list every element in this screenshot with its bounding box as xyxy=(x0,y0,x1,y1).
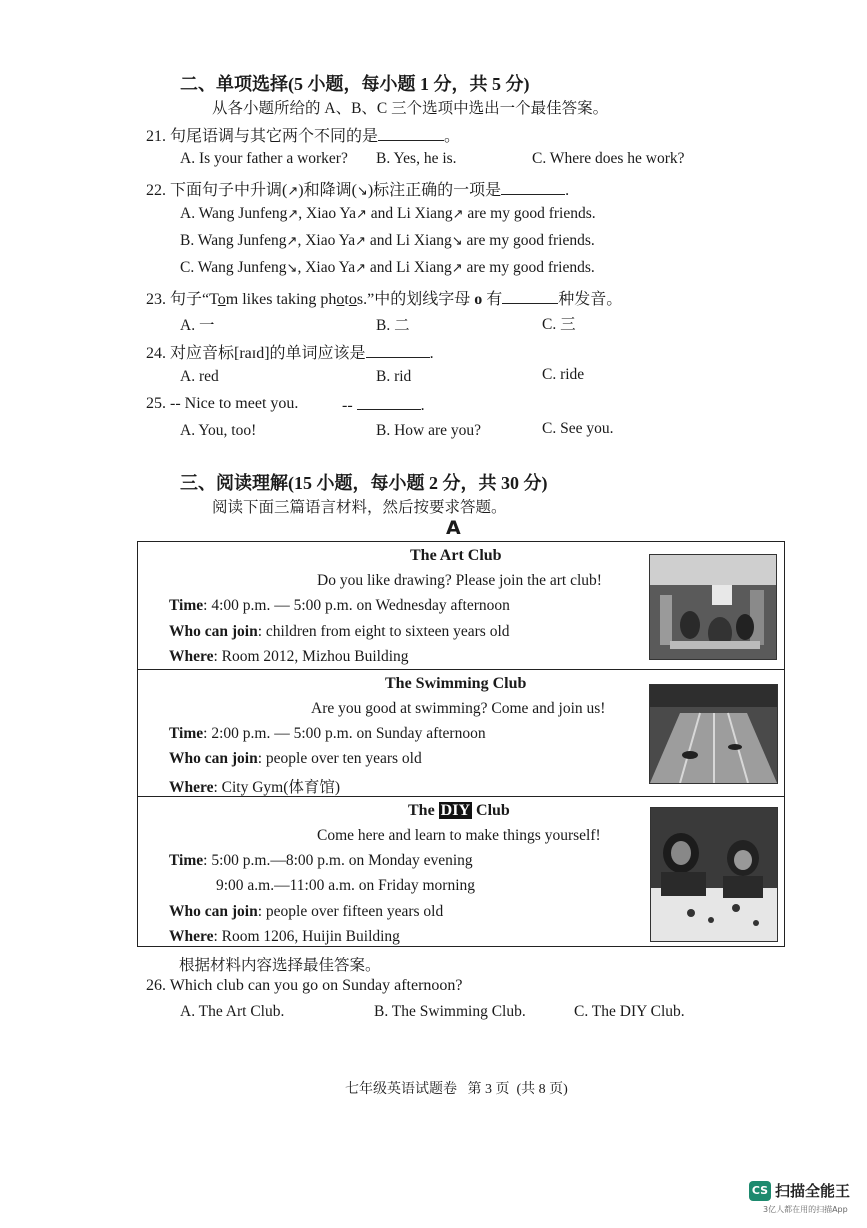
club-who xyxy=(169,623,510,641)
stem-part: 有 xyxy=(482,291,503,308)
title-part: Club xyxy=(472,802,510,819)
question-21-stem xyxy=(146,123,460,146)
swimming-pool-photo xyxy=(649,684,778,784)
q23-option-a: A. 一 xyxy=(180,317,215,334)
art-club-panel xyxy=(138,542,784,669)
field-value: : City Gym(体育馆) xyxy=(213,779,341,796)
q26-option-a: A. The Art Club. xyxy=(180,1003,285,1020)
q22-option-b xyxy=(180,232,595,250)
section-3-instruction: 阅读下面三篇语言材料，然后按要求答题。 xyxy=(212,499,507,516)
stem-part: )和降调( xyxy=(298,182,357,199)
q22-option-c xyxy=(180,259,595,277)
club-where xyxy=(169,775,340,797)
intonation-arrow-icon: ↗ xyxy=(452,207,464,222)
answer-blank xyxy=(378,126,444,141)
section-3-title: 三、阅读理解(15 小题，每小题 2 分，共 30 分) xyxy=(180,473,548,493)
club-time xyxy=(169,597,510,615)
field-label: Time xyxy=(169,597,204,614)
diy-workshop-photo xyxy=(650,807,778,942)
stem-end: . xyxy=(565,182,570,199)
watermark-app-name: 扫描全能王 xyxy=(775,1182,851,1200)
field-label: Time xyxy=(169,725,204,742)
swimming-club-panel xyxy=(138,669,784,796)
field-label: Who can join xyxy=(169,903,258,920)
stem-end: 种发音。 xyxy=(558,291,623,308)
stem-part: s.”中的划线字母 xyxy=(356,291,475,308)
bold-letter: o xyxy=(474,291,483,308)
underlined-letter: o xyxy=(217,291,226,308)
intonation-arrow-icon: ↘ xyxy=(451,234,463,249)
intonation-arrow-icon: ↗ xyxy=(355,261,367,276)
art-class-photo-drawing xyxy=(650,555,776,659)
falling-arrow-icon: ↘ xyxy=(356,184,368,199)
question-text: 21. 句尾语调与其它两个不同的是 xyxy=(146,128,379,145)
field-value: : 2:00 p.m. — 5:00 p.m. on Sunday afternoon xyxy=(203,725,486,742)
field-value: : Room 1206, Huijin Building xyxy=(213,928,400,945)
intonation-arrow-icon: ↘ xyxy=(286,261,298,276)
club-title xyxy=(408,802,510,820)
field-value: : 4:00 p.m. — 5:00 p.m. on Wednesday afternoon xyxy=(203,597,510,614)
option-text: , Xiao Ya xyxy=(298,205,356,222)
question-23-stem xyxy=(146,286,622,309)
diy-workshop-photo-drawing xyxy=(651,808,777,941)
q24-option-c: C. ride xyxy=(542,366,585,383)
field-label: Who can join xyxy=(169,623,258,640)
option-text: and Li Xiang xyxy=(366,232,452,249)
club-slogan: Come here and learn to make things yourself! xyxy=(317,827,601,844)
club-who xyxy=(169,903,443,921)
scanner-watermark xyxy=(749,1178,857,1222)
q21-option-c: C. Where does he work? xyxy=(532,150,685,167)
club-slogan: Do you like drawing? Please join the art club! xyxy=(317,572,602,589)
option-text: and Li Xiang xyxy=(366,259,452,276)
rising-arrow-icon: ↗ xyxy=(287,184,299,199)
q21-option-b: B. Yes, he is. xyxy=(376,150,457,167)
q23-option-c: C. 三 xyxy=(542,316,576,333)
field-value: : people over fifteen years old xyxy=(257,903,444,920)
reading-instruction: 根据材料内容选择最佳答案。 xyxy=(179,957,381,974)
passage-label: A xyxy=(446,517,461,539)
q25-option-a: A. You, too! xyxy=(180,422,257,439)
question-22-stem xyxy=(146,177,569,200)
club-time xyxy=(169,852,473,870)
stem-part: t xyxy=(344,291,349,308)
intonation-arrow-icon: ↗ xyxy=(355,234,367,249)
q24-option-b: B. rid xyxy=(376,368,412,385)
stem-part: 22. 下面句子中升调( xyxy=(146,182,288,199)
question-25-stem: 25. -- Nice to meet you. xyxy=(146,395,299,412)
diy-highlight: DIY xyxy=(440,802,471,819)
q24-option-a: A. red xyxy=(180,368,219,385)
option-text: C. Wang Junfeng xyxy=(180,259,287,276)
stem-part: 的单词应该是 xyxy=(269,345,366,362)
option-text: are my good friends. xyxy=(463,205,596,222)
watermark-tagline: 3亿人都在用的扫描App xyxy=(763,1205,848,1214)
field-value: : 5:00 p.m.—8:00 p.m. on Monday evening xyxy=(203,852,473,869)
intonation-arrow-icon: ↗ xyxy=(356,207,367,222)
option-text: , Xiao Ya xyxy=(297,232,356,249)
q26-option-c: C. The DIY Club. xyxy=(574,1003,685,1020)
club-time-2: 9:00 a.m.—11:00 a.m. on Friday morning xyxy=(216,877,476,894)
option-text: are my good friends. xyxy=(462,259,595,276)
section-2-instruction: 从各小题所给的 A、B、C 三个选项中选出一个最佳答案。 xyxy=(212,100,609,117)
answer-blank xyxy=(502,289,558,304)
question-25-reply xyxy=(342,395,425,415)
q25-option-c: C. See you. xyxy=(542,420,614,437)
option-text: and Li Xiang xyxy=(366,205,453,222)
stem-end: . xyxy=(420,397,425,414)
question-26-stem: 26. Which club can you go on Sunday afternoon? xyxy=(146,977,463,994)
stem-end: 。 xyxy=(444,128,461,145)
answer-blank xyxy=(357,395,421,410)
intonation-arrow-icon: ↗ xyxy=(287,207,299,222)
club-who xyxy=(169,750,422,768)
field-label: Where xyxy=(169,928,214,945)
underlined-letter: o xyxy=(348,291,357,308)
title-part: The xyxy=(408,802,439,819)
swimming-pool-photo-drawing xyxy=(650,685,777,783)
club-where xyxy=(169,928,400,946)
club-where xyxy=(169,648,409,666)
field-label: Where xyxy=(169,779,214,796)
stem-part: m likes taking ph xyxy=(225,291,337,308)
stem-part: 24. 对应音标 xyxy=(146,345,235,362)
field-value: : children from eight to sixteen years old xyxy=(257,623,510,640)
club-title: The Swimming Club xyxy=(385,675,527,692)
stem-part: 23. 句子“ xyxy=(146,291,210,308)
option-text: A. Wang Junfeng xyxy=(180,205,288,222)
q26-option-b: B. The Swimming Club. xyxy=(374,1003,526,1020)
field-label: Who can join xyxy=(169,750,258,767)
field-label: Time xyxy=(169,852,204,869)
q23-option-b: B. 二 xyxy=(376,317,410,334)
page-footer: 七年级英语试题卷 第 3 页 (共 8 页) xyxy=(345,1082,568,1097)
club-ads-table xyxy=(137,541,785,947)
stem-end: . xyxy=(429,345,434,362)
camscanner-logo-icon: CS xyxy=(749,1181,771,1201)
diy-club-panel xyxy=(138,796,784,946)
club-title: The Art Club xyxy=(410,547,502,564)
stem-part: T xyxy=(209,291,218,308)
q22-option-a xyxy=(180,205,596,223)
reply-dash: -- xyxy=(342,397,353,414)
underlined-letter: o xyxy=(336,291,345,308)
q25-option-b: B. How are you? xyxy=(376,422,482,439)
field-value: : Room 2012, Mizhou Building xyxy=(213,648,409,665)
intonation-arrow-icon: ↗ xyxy=(286,234,298,249)
section-2-title: 二、单项选择(5 小题，每小题 1 分，共 5 分) xyxy=(180,74,530,94)
intonation-arrow-icon: ↗ xyxy=(451,261,463,276)
art-class-photo xyxy=(649,554,777,660)
option-text: B. Wang Junfeng xyxy=(180,232,287,249)
club-time xyxy=(169,725,486,743)
stem-part: )标注正确的一项是 xyxy=(367,182,502,199)
answer-blank xyxy=(366,343,430,358)
question-24-stem xyxy=(146,340,434,363)
phonetic-symbol: [raɪd] xyxy=(234,345,270,362)
club-slogan: Are you good at swimming? Come and join us! xyxy=(311,700,606,717)
answer-blank xyxy=(501,180,565,195)
option-text: , Xiao Ya xyxy=(297,259,356,276)
q21-option-a: A. Is your father a worker? xyxy=(180,150,348,167)
field-value: : people over ten years old xyxy=(257,750,422,767)
option-text: are my good friends. xyxy=(462,232,595,249)
field-label: Where xyxy=(169,648,214,665)
